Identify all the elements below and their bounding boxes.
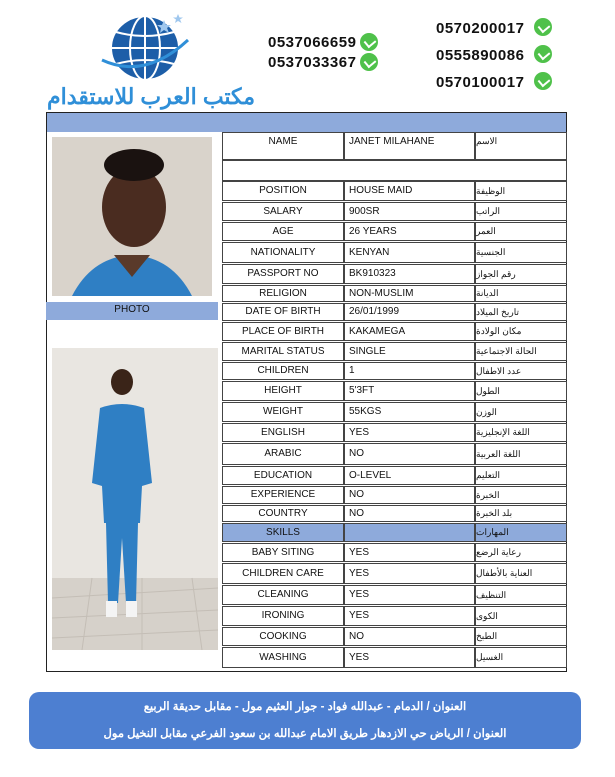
field-label: BABY SITING — [222, 543, 344, 562]
logo-text: مكتب العرب للاستقدام — [47, 84, 255, 109]
field-label: WASHING — [222, 647, 344, 668]
field-label: RELIGION — [222, 285, 344, 302]
field-value: 1 — [344, 362, 475, 380]
field-label: SALARY — [222, 202, 344, 221]
field-label-arabic: التعليم — [475, 466, 567, 485]
field-value: NO — [344, 505, 475, 522]
whatsapp-icon — [360, 53, 378, 71]
field-label-arabic: اللغة الإنجليزية — [475, 423, 567, 442]
field-value: BK910323 — [344, 264, 475, 284]
field-label-arabic: العمر — [475, 222, 567, 241]
address-line-1: العنوان / الدمام - عبدالله فواد - جوار العثيم مول - مقابل حديقة الربيع — [143, 701, 467, 713]
field-value — [344, 523, 475, 542]
full-body-photo-illustration — [52, 348, 218, 650]
field-label: HEIGHT — [222, 381, 344, 401]
field-label-arabic: عدد الاطفال — [475, 362, 567, 380]
field-label: PASSPORT NO — [222, 264, 344, 284]
field-label: ENGLISH — [222, 423, 344, 442]
field-value: O-LEVEL — [344, 466, 475, 485]
whatsapp-icon — [534, 45, 552, 63]
phone-number: 0537066659 — [268, 34, 357, 51]
field-label: IRONING — [222, 606, 344, 626]
whatsapp-icon — [534, 72, 552, 90]
field-label-arabic: اللغة العربية — [475, 443, 567, 465]
phone-number: 0570200017 — [436, 20, 525, 37]
portrait-photo-illustration — [52, 137, 212, 296]
field-label: ARABIC — [222, 443, 344, 465]
field-label-arabic: المهارات — [475, 523, 567, 542]
field-label: CLEANING — [222, 585, 344, 605]
phone-number: 0537033367 — [268, 54, 357, 71]
field-value: YES — [344, 647, 475, 668]
field-label-arabic: رقم الجواز — [475, 264, 567, 284]
field-value: 26 YEARS — [344, 222, 475, 241]
field-label-arabic: رعاية الرضع — [475, 543, 567, 562]
field-label-arabic: الديانة — [475, 285, 567, 302]
field-value: NO — [344, 627, 475, 646]
field-label: EDUCATION — [222, 466, 344, 485]
field-label: NAME — [222, 132, 344, 160]
field-label: COOKING — [222, 627, 344, 646]
portrait-photo — [52, 137, 212, 296]
field-label-arabic: الخبرة — [475, 486, 567, 504]
field-label-arabic: بلد الخبرة — [475, 505, 567, 522]
field-label-arabic: الطول — [475, 381, 567, 401]
field-label-arabic: مكان الولادة — [475, 322, 567, 341]
company-logo — [40, 6, 262, 112]
field-label: CHILDREN — [222, 362, 344, 380]
field-label: SKILLS — [222, 523, 344, 542]
phone-number: 0570100017 — [436, 74, 525, 91]
globe-logo-icon — [98, 10, 192, 82]
phone-number: 0555890086 — [436, 47, 525, 64]
field-label-arabic: التنظيف — [475, 585, 567, 605]
field-label: COUNTRY — [222, 505, 344, 522]
field-label: MARITAL STATUS — [222, 342, 344, 361]
field-value: KAKAMEGA — [344, 322, 475, 341]
field-value: NON-MUSLIM — [344, 285, 475, 302]
field-value: SINGLE — [344, 342, 475, 361]
field-label-arabic: العناية بالأطفال — [475, 563, 567, 584]
field-label-arabic: الراتب — [475, 202, 567, 221]
phone-group-left — [268, 34, 388, 74]
field-label: POSITION — [222, 181, 344, 201]
whatsapp-icon — [360, 33, 378, 51]
photo-label: PHOTO — [46, 302, 218, 320]
address-footer — [29, 692, 581, 749]
field-label-arabic: الكوى — [475, 606, 567, 626]
field-value: YES — [344, 585, 475, 605]
field-value: JANET MILAHANE — [344, 132, 475, 160]
phone-group-right — [436, 20, 566, 101]
field-value: NO — [344, 443, 475, 465]
address-line-2: العنوان / الرياض حي الازدهار طريق الامام عبدالله بن سعود الفرعي مقابل النخيل مول — [103, 728, 507, 740]
field-label-arabic: الجنسية — [475, 242, 567, 263]
field-value: 900SR — [344, 202, 475, 221]
field-value: YES — [344, 543, 475, 562]
field-value: 26/01/1999 — [344, 303, 475, 321]
field-label: EXPERIENCE — [222, 486, 344, 504]
field-label-arabic: الوزن — [475, 402, 567, 422]
field-value: HOUSE MAID — [344, 181, 475, 201]
field-label: PLACE OF BIRTH — [222, 322, 344, 341]
field-label: CHILDREN CARE — [222, 563, 344, 584]
field-label: WEIGHT — [222, 402, 344, 422]
field-value: YES — [344, 423, 475, 442]
field-label: DATE OF BIRTH — [222, 303, 344, 321]
field-label-arabic: تاريخ الميلاد — [475, 303, 567, 321]
full-body-photo — [52, 348, 218, 650]
field-value: YES — [344, 563, 475, 584]
field-label: NATIONALITY — [222, 242, 344, 263]
field-value: 55KGS — [344, 402, 475, 422]
whatsapp-icon — [534, 18, 552, 36]
field-value: 5'3FT — [344, 381, 475, 401]
field-label: AGE — [222, 222, 344, 241]
field-label-arabic: الاسم — [475, 132, 567, 160]
field-label-arabic: الوظيفة — [475, 181, 567, 201]
field-label-arabic: الغسيل — [475, 647, 567, 668]
spacer-row — [222, 160, 567, 181]
field-label-arabic: الطبخ — [475, 627, 567, 646]
field-value: YES — [344, 606, 475, 626]
field-label-arabic: الحالة الاجتماعية — [475, 342, 567, 361]
field-value: NO — [344, 486, 475, 504]
field-value: KENYAN — [344, 242, 475, 263]
